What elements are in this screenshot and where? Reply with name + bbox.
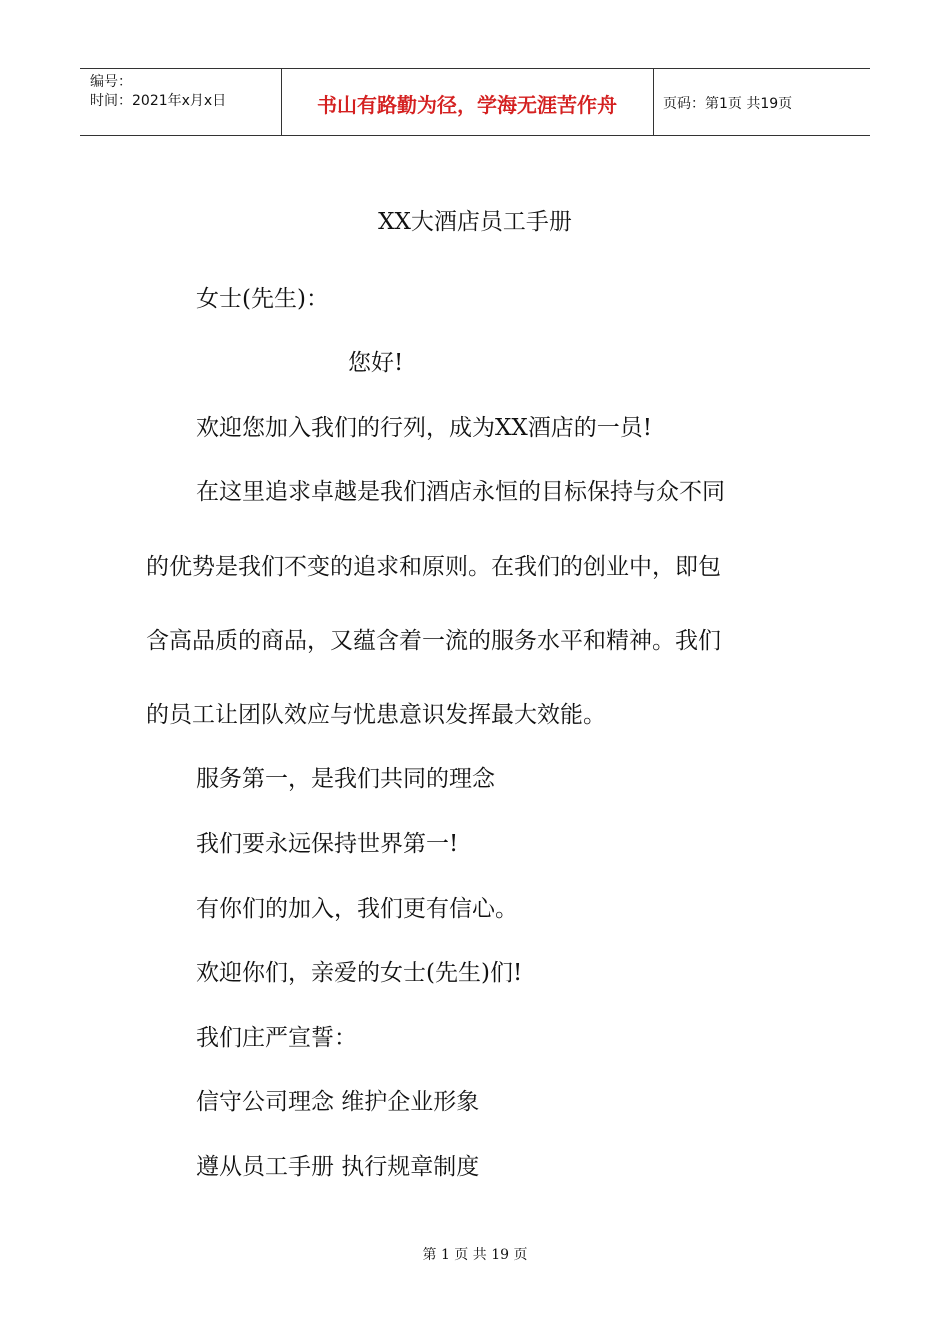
document-code-label: 编号： (90, 74, 132, 90)
body-line: 的员工让团队效应与忧患意识发挥最大效能。 (146, 702, 606, 728)
body-line: 含高品质的商品，又蕴含着一流的服务水平和精神。我们 (146, 628, 721, 654)
document-title: XX大酒店员工手册 (378, 209, 572, 235)
body-line: 在这里追求卓越是我们酒店永恒的目标保持与众不同 (196, 479, 725, 505)
header-divider (653, 69, 654, 135)
page-footer: 第 1 页 共 19 页 (422, 1247, 528, 1263)
body-line: 信守公司理念 维护企业形象 (196, 1089, 480, 1115)
body-line: 欢迎你们，亲爱的女士(先生)们! (196, 960, 523, 986)
body-line: 遵从员工手册 执行规章制度 (196, 1154, 480, 1180)
body-line: 有你们的加入，我们更有信心。 (196, 896, 518, 922)
header-motto: 书山有路勤为径，学海无涯苦作舟 (317, 92, 617, 117)
body-line: 我们要永远保持世界第一! (196, 831, 459, 857)
body-line: 服务第一，是我们共同的理念 (196, 766, 495, 792)
header-meta (90, 73, 226, 111)
document-header (80, 68, 870, 136)
header-page-info: 页码：第1页 共19页 (663, 96, 793, 112)
body-line: 欢迎您加入我们的行列，成为XX酒店的一员! (196, 415, 652, 441)
body-line: 我们庄严宣誓： (196, 1025, 357, 1051)
greeting: 您好! (348, 350, 404, 376)
document-time-label: 时间：2021年x月x日 (90, 93, 227, 109)
salutation: 女士(先生)： (196, 286, 329, 312)
body-line: 的优势是我们不变的追求和原则。在我们的创业中，即包 (146, 554, 721, 580)
